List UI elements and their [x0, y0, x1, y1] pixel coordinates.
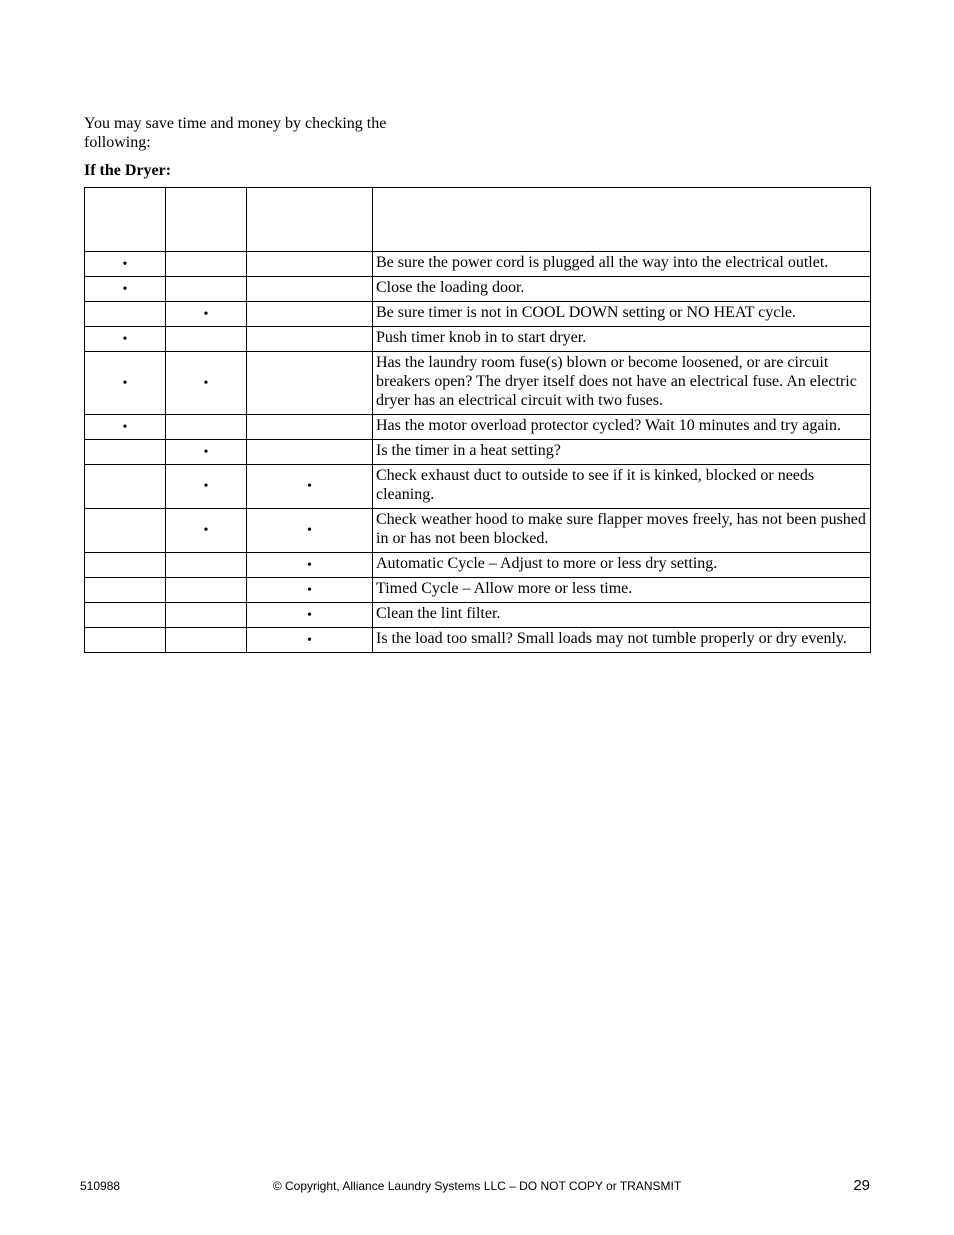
symptom-mark-cell: [247, 252, 373, 277]
symptom-mark-cell: •: [247, 603, 373, 628]
remedy-text-cell: Timed Cycle – Allow more or less time.: [373, 578, 871, 603]
symptom-mark-cell: [166, 628, 247, 653]
table-row: [85, 553, 871, 578]
table-header-row: [85, 188, 871, 252]
table-row: [85, 302, 871, 327]
remedy-text-cell: Clean the lint filter.: [373, 603, 871, 628]
remedy-text-cell: Be sure timer is not in COOL DOWN setting or NO HEAT cycle.: [373, 302, 871, 327]
table-row: [85, 603, 871, 628]
intro-paragraph: You may save time and money by checking the following:: [84, 115, 387, 151]
remedy-text-cell: Close the loading door.: [373, 277, 871, 302]
symptom-mark-cell: [166, 578, 247, 603]
symptom-mark-cell: •: [247, 578, 373, 603]
symptom-mark-cell: [247, 440, 373, 465]
symptom-mark-cell: •: [85, 352, 166, 415]
symptom-mark-cell: [85, 603, 166, 628]
header-cell: [373, 188, 871, 252]
table-body: [85, 252, 871, 653]
symptom-mark-cell: [85, 465, 166, 509]
table-row: [85, 578, 871, 603]
symptom-mark-cell: •: [247, 628, 373, 653]
symptom-mark-cell: [85, 302, 166, 327]
symptom-mark-cell: [85, 509, 166, 553]
symptom-mark-cell: [166, 415, 247, 440]
table-row: [85, 509, 871, 553]
symptom-mark-cell: •: [166, 440, 247, 465]
remedy-text-cell: Automatic Cycle – Adjust to more or less dry setting.: [373, 553, 871, 578]
table-row: [85, 440, 871, 465]
symptom-mark-cell: [166, 277, 247, 302]
symptom-mark-cell: [85, 578, 166, 603]
header-cell: [247, 188, 373, 252]
symptom-mark-cell: •: [166, 302, 247, 327]
copyright-notice: © Copyright, Alliance Laundry Systems LLC – DO NOT COPY or TRANSMIT: [272, 1179, 682, 1193]
symptom-mark-cell: •: [85, 252, 166, 277]
symptom-mark-cell: •: [85, 277, 166, 302]
symptom-mark-cell: •: [85, 327, 166, 352]
symptom-mark-cell: [166, 553, 247, 578]
section-heading: If the Dryer:: [84, 162, 172, 179]
remedy-text-cell: Is the load too small? Small loads may not tumble properly or dry evenly.: [373, 628, 871, 653]
symptom-mark-cell: [85, 628, 166, 653]
symptom-mark-cell: •: [247, 509, 373, 553]
table-row: [85, 628, 871, 653]
symptom-mark-cell: •: [247, 465, 373, 509]
header-cell: [166, 188, 247, 252]
table-row: [85, 252, 871, 277]
remedy-text-cell: Has the laundry room fuse(s) blown or become loosened, or are circuit breakers open? The dryer itself does not have an electrical fuse. An electric dryer has an electrical circuit with two fuses.: [373, 352, 871, 415]
symptom-mark-cell: •: [166, 509, 247, 553]
header-cell: [85, 188, 166, 252]
remedy-text-cell: Is the timer in a heat setting?: [373, 440, 871, 465]
symptom-mark-cell: [166, 252, 247, 277]
symptom-mark-cell: [247, 327, 373, 352]
symptom-mark-cell: [247, 302, 373, 327]
remedy-text-cell: Has the motor overload protector cycled? Wait 10 minutes and try again.: [373, 415, 871, 440]
symptom-mark-cell: [247, 415, 373, 440]
symptom-mark-cell: [166, 327, 247, 352]
symptom-mark-cell: [85, 553, 166, 578]
remedy-text-cell: Push timer knob in to start dryer.: [373, 327, 871, 352]
symptom-mark-cell: [166, 603, 247, 628]
table-row: [85, 352, 871, 415]
document-number: 510988: [80, 1179, 121, 1193]
table-row: [85, 465, 871, 509]
symptom-mark-cell: [85, 440, 166, 465]
symptom-mark-cell: •: [247, 553, 373, 578]
table-row: [85, 327, 871, 352]
table-row: [85, 277, 871, 302]
troubleshooting-table: [84, 187, 871, 653]
symptom-mark-cell: [247, 277, 373, 302]
remedy-text-cell: Be sure the power cord is plugged all the way into the electrical outlet.: [373, 252, 871, 277]
remedy-text-cell: Check exhaust duct to outside to see if it is kinked, blocked or needs cleaning.: [373, 465, 871, 509]
symptom-mark-cell: •: [85, 415, 166, 440]
symptom-mark-cell: •: [166, 465, 247, 509]
symptom-mark-cell: •: [166, 352, 247, 415]
remedy-text-cell: Check weather hood to make sure flapper moves freely, has not been pushed in or has not been blocked.: [373, 509, 871, 553]
page-number: 29: [853, 1177, 870, 1194]
symptom-mark-cell: [247, 352, 373, 415]
table-row: [85, 415, 871, 440]
